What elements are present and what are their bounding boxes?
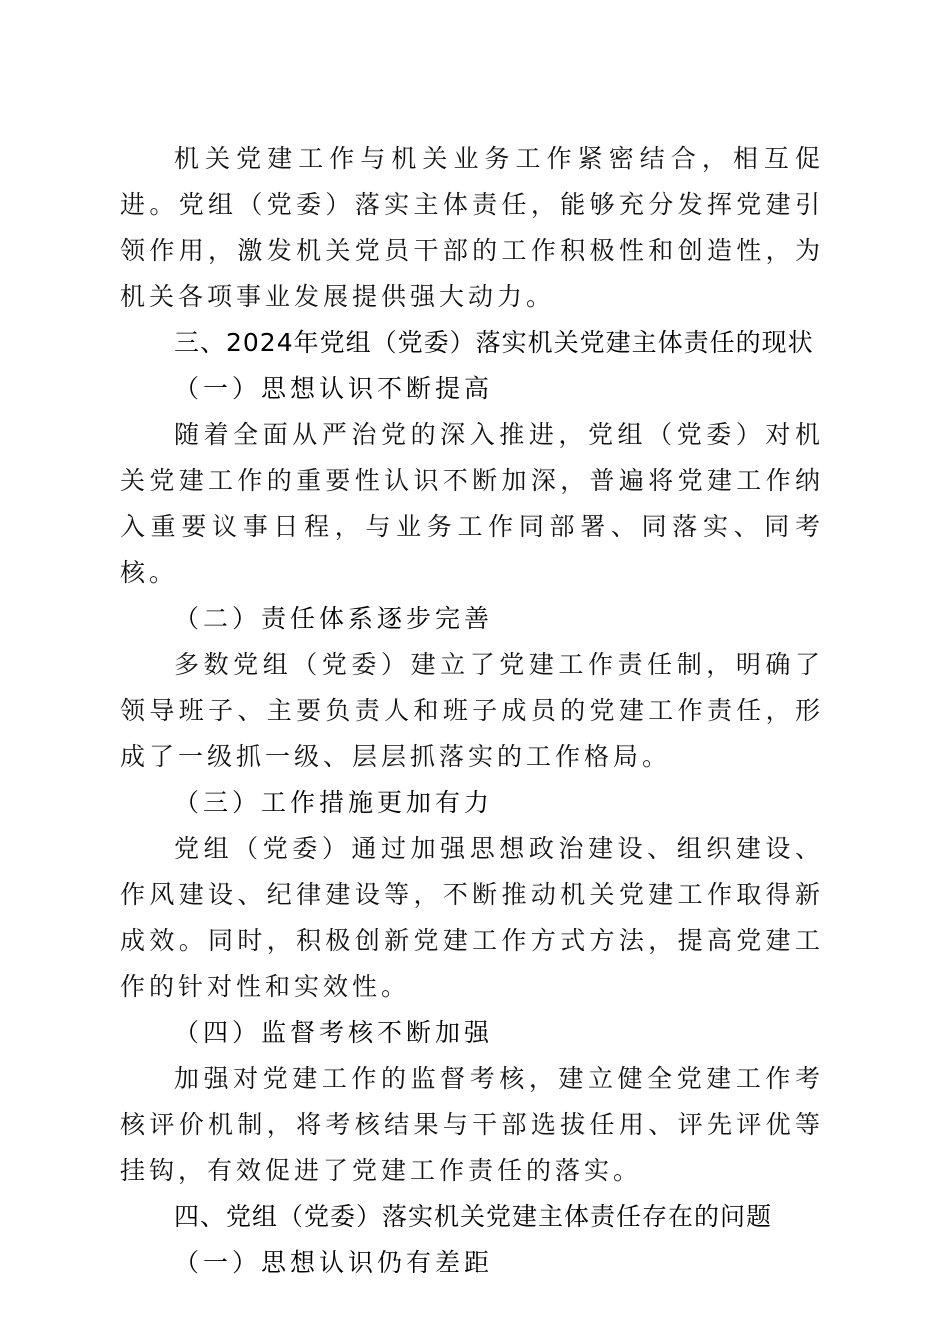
section-3-sub2-title: （二）责任体系逐步完善 — [174, 604, 494, 633]
section-3-sub1-paragraph: 随着全面从严治党的深入推进，党组（党委）对机关党建工作的重要性认识不断加深，普遍将党建工作纳入重要议事日程，与业务工作同部署、同落实、同考核。 — [120, 420, 824, 587]
section-4-sub1-title: （一）思想认识仍有差距 — [174, 1248, 494, 1277]
section-3-sub4-title: （四）监督考核不断加强 — [174, 1018, 494, 1047]
section-3-sub1-title: （一）思想认识不断提高 — [174, 374, 494, 403]
document-body — [120, 136, 824, 1286]
section-3-sub2-paragraph: 多数党组（党委）建立了党建工作责任制，明确了领导班子、主要负责人和班子成员的党建工作责任，形成了一级抓一级、层层抓落实的工作格局。 — [120, 650, 824, 771]
section-3-sub4-paragraph: 加强对党建工作的监督考核，建立健全党建工作考核评价机制，将考核结果与干部选拔任用、评先评优等挂钩，有效促进了党建工作责任的落实。 — [120, 1064, 824, 1185]
section-4-heading: 四、党组（党委）落实机关党建主体责任存在的问题 — [174, 1202, 773, 1231]
section-3-sub3-title: （三）工作措施更加有力 — [174, 788, 494, 817]
section-3-sub3-paragraph: 党组（党委）通过加强思想政治建设、组织建设、作风建设、纪律建设等，不断推动机关党建工作取得新成效。同时，积极创新党建工作方式方法，提高党建工作的针对性和实效性。 — [120, 834, 824, 1001]
section-3-heading: 三、2024年党组（党委）落实机关党建主体责任的现状 — [174, 328, 814, 357]
intro-paragraph: 机关党建工作与机关业务工作紧密结合，相互促进。党组（党委）落实主体责任，能够充分发挥党建引领作用，激发机关党员干部的工作积极性和创造性，为机关各项事业发展提供强大动力。 — [120, 144, 824, 311]
